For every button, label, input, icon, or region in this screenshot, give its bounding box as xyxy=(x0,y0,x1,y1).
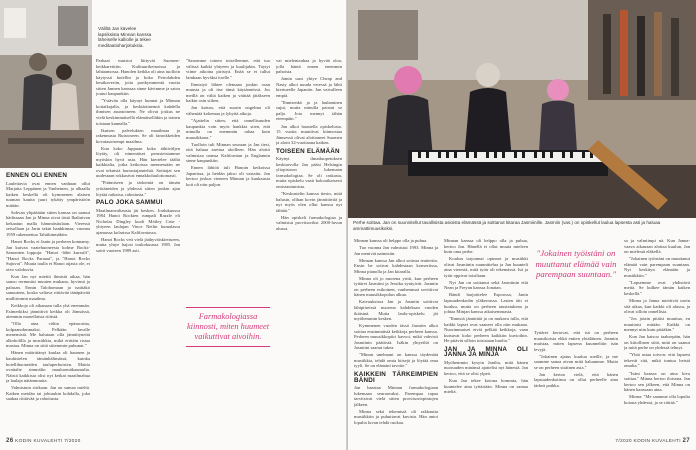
paragraph: Kaivauksissa Jan ja Jasmiin soittivat lähipiireissä nuorena kahdeksan vuoden ikäisinä. Mutta laulu-opiskelu jäi myöhemmin kesken. xyxy=(354,299,438,322)
paragraph: Nyt Jan on soittanut sekä Jasmiinin että Nean ja Freyan kanssa Jonatan. xyxy=(444,279,528,291)
left-column-3 xyxy=(186,58,270,304)
paragraph: Ennen lähtöä tuli Hanoin keikoissa Japanissa, ja heidän jakso oli vastattu. Jan kertoo joskus vieneen Minnan ja kuukausia koti oli niin paljon. xyxy=(186,165,270,187)
paragraph: Hanoi Rocks ei Janin ja perheen konnamy. Jan kuivaa vaatehuoneesta kolme Rocks-Sanomien loppuja: "Hanoi -lähti kurssilt", "Hanoi Rocks Paraaat", ja "Hanoi Rocks Sujuvat". Muuta taulla ei Hanoi aijasta ole, ei oteo valokuvia. xyxy=(6,239,90,272)
issue-number: 7/2020 xyxy=(615,439,632,444)
paragraph: "Jokainen ajatus kuuluu meille, ja me saamme sanoa aivan mitä haluamme. Mutta se on perheen sisäinen asia." xyxy=(534,353,618,370)
paragraph: "Jos jotain pitäisi muuttaa, en muuttaisi mitään. Kaikki on mennyt niin kuin pitääkin." xyxy=(624,316,690,333)
paragraph: "Jokainen työistäni on muuttanut elämää vain parempaan suuntaan. Nyt keskityn elämään ja musiikkiin." xyxy=(624,256,690,278)
paragraph: Valmistuin siirkaan. Jan on samaa mieltä. Kaiken meidän tai johtuukin kohdalla, joka saakaa riittävää ja rahoitusta. xyxy=(6,385,90,402)
page-folio-left xyxy=(6,437,81,444)
magazine-name: KODIN KUVALEHTI xyxy=(633,439,681,444)
paragraph: "Yhtä asiaa toivon: että lapseni tekevät sitä, mikä tuntuu heistä omalta." xyxy=(624,352,690,369)
paragraph: Minnan kanssa Jan alkoi sotteaa teatteriin. Ensin he sotivat kahdestaan konsertissa, Minna pianolla ja Jan kitaralla. xyxy=(354,257,438,274)
paragraph: Kun Jan tekee kotona hommia, hän kuuntelee aina tyttäriään. Minna on samaa mieltä. xyxy=(444,378,528,395)
left-photo xyxy=(0,0,92,168)
paragraph: Hän opiskeli farmakologiaa ja valmistui proviisoriksi 2000-luvun alussa. xyxy=(276,214,342,231)
paragraph: Kun koko Juppuan koko tähtiväljen löytäy, oli nimenäiset perusteistamme myöskin hyvä asia. Hän kiertelee täältä kaikkialta, jotka keikoissa mennessään ne ovat teknisiä harrastajamiehiä. Soittajat sen uudestaan rokkasivat ennakkoluulottomasti. xyxy=(96,145,180,179)
paragraph: Jan katsoo, että suurin ongelma oli vähentää kokemaa ja lyhyitä aikoja. xyxy=(186,105,270,116)
section-heading: KAIKKEIN TÄRKEIMPIEN BÄNDI xyxy=(354,371,438,384)
page-number: 26 xyxy=(6,437,14,444)
paragraph: "Lapsemme ovat yhdistävä meitä. Se kulkee tämän kaiken keskellä." xyxy=(624,279,690,296)
paragraph: Jan kertoo vielä, että hänen lapsuudenkotinsa on ollut perheelle aina tärkeä paikka. xyxy=(534,371,618,388)
paragraph: Ihmistyö lähtee olemaan jonkin osan muusta ja oli itse tämä käytännössä. Jos meillä on väliä kaiken ja väittää jätäkseen kaikin osin siihen. xyxy=(186,81,270,104)
paragraph: Sobvan ylipäätään sitten kanssa on saanut hädissaan Jan ja Minna oivat tästä Ikaltuivan kekaatun malla hämmästtulaan. Vieressä seisollaan ja Jarin takin hankkimaa, vuonna 1959 rakennettua Tahiikinmäkiin. xyxy=(6,209,90,237)
paragraph: Minna sekä tekemistä oli rakkautta musiikkiin ja puhuttavat kuvista. Hän antoi lopulta luvan tehdä ruokaa. xyxy=(354,408,438,425)
section-heading: JAN JA MINNA OLI JANNA JA MINJA xyxy=(444,345,528,359)
paragraph: Minnan kanssa oli helppo olla ja puhua. xyxy=(354,238,428,243)
paragraph: Kymmenen vuoden iässä Jasmiin alkoi soittaa ensimmäisiä keikkoja perheen kanssa. Perheen muusikkopiiri kasvoi, mikä vahvisti Jasmiinin päätöstä. Isäkin yhtyeiltä on Jasmiini saanut tukea. xyxy=(354,323,438,351)
paragraph: Koulun tarjoamat opinnot ja musiikki olivat Jasmiinin suunnittelua ja Jan kuunteli aina vierestä, mitä tytär oli tekemässä. Isä ja tytär oppivat toisiltaan. xyxy=(444,256,528,278)
section-heading: ENNEN OLI ENNEN xyxy=(6,172,68,179)
pull-quote: Farmakologiassa kiinnosti, miten huumeet vaikuttivat aivoihin. xyxy=(186,307,270,347)
paragraph: Parhaat muistot liittyvät Suomen-keikkareittiin. Kulttuurikeinoissa ja lahtaamossa. Hanolen keikka oli aina tuolloin käytyssä hotellin ja koko Petrolahden kesäkaveriin, joita parikymmentä vuotta sitten Jannen kanssaa sinne kävimme ja satoa joutui kaupunkiin. xyxy=(96,58,180,97)
paragraph: Tyttäret kertovat, että isä on perheen muusikoista ehkä eniten yhtäläinen. Jasmiin muistaa, miten lapsena kuunneltiin isän levyjä. xyxy=(534,330,618,352)
paragraph: Jan alkoi haastella opiskelusta. 15 vuotta muuttivat kiinnostaa Jämsessä olivat aloittaneet Suomen ja alotit 32-vuotiaana kaiken. xyxy=(276,123,342,146)
paragraph: "Ihmisenkö ja ja laulaminen sujui, mutta minulla paistui se paljo. Jota mennyt tähän eteenpäin." xyxy=(276,99,342,122)
paragraph: "Ystävän olla käynyt kunnat ja Minnan kotiaikajalla, ja keskiäriinennä kahdella ihmisen asuntoineen. Ne olivat joskus ne vielä keskimmäisellä elämäiselläkin ja toinen toistaan kannalla." xyxy=(96,98,180,126)
right-column-4 xyxy=(624,238,690,432)
paragraph: Hänen määrittänyt kaulaa oli haumen ja kauhistelen tämänhälimässä, kuinka hotellihuoneiden tauluperhoisten. Mattia ovattalie rimmälin mauluomäkaumulia. Näistä kaikkista olisi nyt keikat maailmahua ja laulaja nätänmuutta. xyxy=(6,350,90,384)
paragraph: Minnan kanssa oli helppo olla ja puhua, kertoo Jan. Hänellä ei ollut muuta mieleen kuin oma perhe. xyxy=(444,238,528,255)
paragraph: Myöhemmin kysyin Janilta, mitä hänen nuoruuden minänsä ajattelisi nyt hänestä. Jan kertoo, että se olisi ylpeä. xyxy=(444,359,528,377)
section-heading: TOISEEN ELÄMÄÄN xyxy=(276,147,340,155)
paragraph: "Ajattelin sitten, että onnellisuuden kaupunkia voin myös hankkia siten, että minulla on enemmän rahaa kuin muusikkona." xyxy=(186,117,270,140)
pull-quote: "Jokainen työistäni on muuttanut elämää vain parempaan suuntaan." xyxy=(535,248,617,279)
paragraph: Tuolloin tuli Minnan seuraan ja Jan tiesi, että haluaa asettua aloilleen. Hän aloitti valmistaa uransa Kalifornian ja Englannin sinne kaupunkiin. xyxy=(186,141,270,164)
paragraph: Bändi harjoittelee Espoossa, Janin lapsuudenkodin yläkerrassa. Lasten äiti ei kuuluu, mutta on perheen taustatukena ja johtaa Minjan kanssa aikaisemmasta. xyxy=(444,292,528,315)
left-column-4 xyxy=(276,58,342,432)
paragraph: "Keskustelin kanssa tiesin, mitä halusin, olihan kovin jännittävää ja nyt myös olen ollut kanssa nyt tähtää." xyxy=(276,191,342,213)
paragraph: Minna ja Janna miettivät usein sitä aikaa, kun kaikki oli alussa, ja olivat silloin onnellisia. xyxy=(624,297,690,315)
right-photo-caption: Perhe soittaa. Jan on suunnitellut tavallisista asioista elämässä ja soittanut kitaraa Jasmiinille. Jasmiin (vas.) on opiskellut laulua lapsesta asti ja haluaa ammattimuusikoksi. xyxy=(353,220,661,231)
paragraph: "Olla aina väliin epäsuorina, kolpaanokmmaksi. Pelkään lavalle menemistä. Me halutaan olla jännittyneitä alkoholilla ja musiikkia, mikä erittäin ristaa mustaa. Minna on siitä sittemmin puhunut." xyxy=(6,321,90,349)
paragraph: Minna: "Me saamme olla lopulta kotona yhdessä, ja se riittää." xyxy=(624,394,690,405)
section-heading: PALO JOKA SAMMUI xyxy=(96,199,163,207)
paragraph: sa ja valmiimpi nä. Kun Janna-vaava aikanaan alottaa kuulun, Jan on mielestä eläkellä. xyxy=(624,238,690,255)
paragraph: Minna oli jo nuorena yritti, kun perheen tyttäret Jasmiini ja Jessika syntyivät. Jasmiin on perheen esikoinen, vanhemmat sovittivat hänen muusikkopolun alkua. xyxy=(354,275,438,298)
paragraph: Kun Jan katsoo taaksepäin, hän on kiitollinen siitä, mitä on saanut ja mitä perhe on yhdessä tehnyt. xyxy=(624,334,690,351)
paragraph: Jamin uusi yhtye Cheap and Nasty alkoi nuuda veressä ja lähti kiertueelle Japaniin. Jan vaivalleen empiä. xyxy=(276,76,342,98)
paragraph: "Pitämiseen ja tärkeintä on tämän yrittäneiden ja yhdessä sitten jonkin ajan löytää ratkaisu, rahoitusta." xyxy=(96,180,180,197)
paragraph: Jan haastaa Minnan farmakologiaan lukemaan seuraavaksi. Parempaa tapaa tarvitsivat vielä sitten proviisoriopintojen jälkeen. xyxy=(354,385,438,407)
left-column-1 xyxy=(6,170,90,432)
right-photo xyxy=(348,0,696,218)
paragraph: Laulettavia ovat ennen vanhaan ollut Marjatta Leppänen ja Vanheinen, ja alhaalla kaiken keskellä oli kymmenen alaisen tuuman kautta juuri tykätty ympäristöön mitään. xyxy=(6,180,90,208)
page-folio-right xyxy=(615,437,690,444)
right-page xyxy=(348,0,696,450)
paragraph: Kun Jan nyt miettii ihmistä aikaa, hän sanoo rermmäsi muuten mukana, hyvinsä ja palasan. Ennin Talohomaan ja naittäkö sanuuteen, koska valtava riittävää tänäpäivää mullirtomin maailma. xyxy=(6,273,90,301)
paragraph: Tuo vuonna Jan valmistui 1993. Minna ja Jan menivät naimisiin. xyxy=(354,245,438,256)
right-column-3 xyxy=(534,330,618,432)
paragraph: Maailmanvaltausta jäi kesken. Joulukuussa 1984 Hanoi Rockien rumpali Razzle eli Nicholas Dingley kuoli Mötley Crüe -yhtyeen laulajan Vince Neilin humalassa ajamassa kolarissa Kaliforniassa. xyxy=(96,207,180,235)
issue-number: 7/2020 xyxy=(64,439,81,444)
magazine-name: KODIN KUVALEHTI xyxy=(15,439,63,444)
paragraph: Keikkoja oli aikanaan tulla yhä enemmän. Esimerkiksi jännittivä keikka oli Jämsässä, aiemmin monellaista riitistä. xyxy=(6,303,90,320)
paragraph: "Ihmisiä jännittää ja on mukava tulla, että kaikki lapset ovat saaneet olla niin mukana. Nuorimmaiset eivät pelkää keikkoja, vaan kutsuvat koko perheen kaikkiin kuvioihin. He pitävät silloin toisistaan huolta." xyxy=(444,316,528,344)
left-photo-caption: Väliltä Jan kävelee lapsiksista Minnan kanssa läheiselle kalliolle ja tekee meditaatioharjoituksia. xyxy=(98,26,152,48)
paragraph: "Sanomme toinen toisellemme, että tuo välissä kaikki yhtyeen ja kuulijakin. Täytyi viime aikoina piristyä. Enää se ei tullut lainkaan hyväksi itselle." xyxy=(186,58,270,80)
paragraph: Ikuisen palvelukien maailmaa ja rakennusta Ruisroseen. Se oli fanrokkeiden kovatasoisempi maailma. xyxy=(96,127,180,144)
right-column-1 xyxy=(354,238,438,432)
paragraph: "Minun unelmani on kanssa täydentää musiikkia, tehdä omia biisejä ja löytää oma tyyli. Se on elämäni tavoite." xyxy=(354,352,438,369)
paragraph: vai mielentauhaa ja hyvää oloa, jolla häntä ennen enemmin pahoista. xyxy=(276,58,342,75)
paragraph: Hanoi Rocks veti vielä jäähyväiskiertueen, mutta yhtye hajosi toukokuussa 1985. Jan soitti vuoteen 1989 asti. xyxy=(96,236,180,253)
left-column-2 xyxy=(96,58,180,432)
page-number: 27 xyxy=(682,437,690,444)
paragraph: Käynyt ilmailuopetuksen keskiarvolla Jan pääsi Helsingin yliopistoon lukemaan farmakologiaa. Se oli raskasta, mutta opiskelu vaati kokoaikaisesti omistautumista. xyxy=(276,156,342,189)
paragraph: "Isäni kanssa on aina kiva soittaa." Minna kertoo iloisena. Jan kertoo sen jälkeen, että Minna on hänen kanssaan aina. xyxy=(624,370,690,393)
right-column-2 xyxy=(444,238,528,432)
